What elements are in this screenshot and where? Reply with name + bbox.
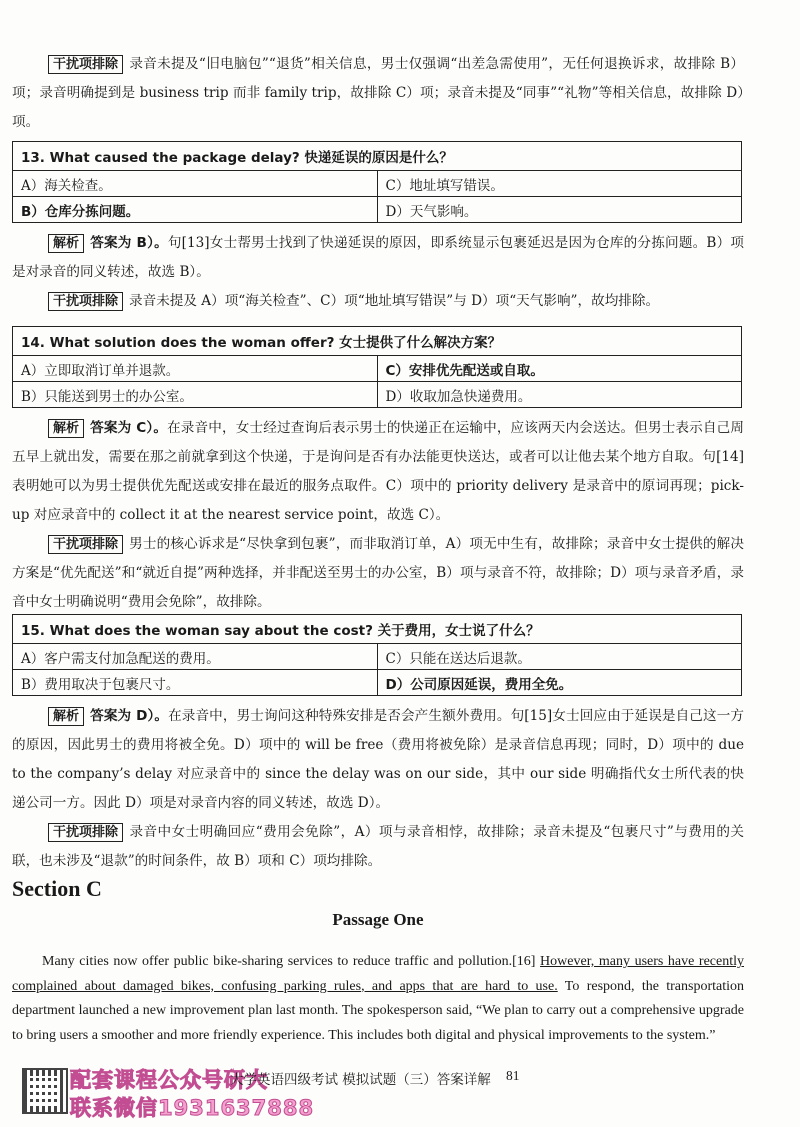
- distractor-text: 男士的核心诉求是“尽快拿到包裹”，而非取消订单，A）项无中生有，故排除；录音中女士提供的解决方案是“优先配送”和“就近自提”两种选择，并非配送至男士的办公室，B）项与录音不符，故排除；D）项与录音矛盾，录音中女士明确说明“费用会免除”，故排除。: [12, 536, 744, 610]
- question-13: [12, 137, 744, 316]
- intro-distractor-paragraph: [12, 50, 744, 137]
- analysis-text: 句[13]女士帮男士找到了快递延误的原因，即系统显示包裹延迟是因为仓库的分拣问题。B）项是对录音的同义转述，故选 B）。: [12, 235, 744, 280]
- analysis-tag: 解析: [48, 234, 84, 253]
- qr-code-icon: [22, 1068, 68, 1114]
- option-b: B）只能送到男士的办公室。: [13, 382, 378, 408]
- option-b: B）费用取决于包裹尺寸。: [13, 670, 378, 696]
- analysis-text: 在录音中，男士询问这种特殊安排是否会产生额外费用。句[15]女士回应由于延误是自己这一方的原因，因此男士的费用将被全免。D）项中的 will be free（费用将被免除）是录音信息再现；同时，D）项中的 due to the company’s delay 对应录音中的 since the delay was on our side，其中 our side 明确指代女士所代表的快递公司一方。因此 D）项是对录音内容的同义转述，故选 D）。: [12, 708, 744, 811]
- question-15-table: [12, 614, 742, 696]
- watermark-line-2: 联系微信1931637888: [70, 1096, 315, 1120]
- page-footer: [0, 1062, 800, 1122]
- distractor-13: [12, 287, 744, 316]
- passage-rest: To respond, the transportation department launched a new improvement plan last month. The spokesperson said, “We plan to carry out a comprehensive upgrade to bring users a smoother and more friendly experience. This includes both digital and physical improvements to the system.”: [12, 978, 745, 1043]
- distractor-15: [12, 818, 744, 876]
- sentence-marker: [16]: [512, 954, 536, 969]
- analysis-14: [12, 414, 744, 530]
- distractor-tag: 干扰项排除: [48, 823, 123, 842]
- answer-label: 答案为 B）。: [90, 235, 168, 251]
- section-title: Section C: [12, 876, 102, 901]
- distractor-14: [12, 530, 744, 617]
- option-b-correct: B）仓库分拣问题。: [13, 197, 378, 223]
- question-14-title: 14. What solution does the woman offer? 女士提供了什么解决方案？: [13, 327, 742, 356]
- option-d: D）收取加急快递费用。: [377, 382, 742, 408]
- question-14: [12, 322, 744, 617]
- footer-title: 大学英语四级考试 模拟试题（三）答案详解: [230, 1072, 491, 1088]
- option-a: A）客户需支付加急配送的费用。: [13, 644, 378, 670]
- passage-start: Many cities now offer public bike-sharing services to reduce traffic and pollution.: [42, 954, 513, 969]
- distractor-tag: 干扰项排除: [48, 535, 123, 554]
- underlined-sentence: However, many users have recently complained about damaged bikes, confusing parking rules, and apps that are hard to use.: [12, 954, 745, 994]
- analysis-15: [12, 702, 744, 818]
- distractor-tag: 干扰项排除: [48, 55, 123, 74]
- option-d-correct: D）公司原因延误，费用全免。: [377, 670, 742, 696]
- intro-distractor-text: 录音未提及“旧电脑包”“退货”相关信息，男士仅强调“出差急需使用”，无任何退换诉求，故排除 B）项；录音明确提到是 business trip 而非 family trip，故排除 C）项；录音未提及“同事”“礼物”等相关信息，故排除 D）项。: [12, 56, 744, 130]
- distractor-text: 录音未提及 A）项“海关检查”、C）项“地址填写错误”与 D）项“天气影响”，故均排除。: [129, 293, 660, 309]
- question-13-table: [12, 141, 742, 223]
- passage-text: [12, 950, 744, 1048]
- analysis-text: 在录音中，女士经过查询后表示男士的快递正在运输中，应该两天内会送达。但男士表示自己周五早上就出发，需要在那之前就拿到这个快递，于是询问是否有办法能更快送达，或者可以让他去某个地方自取。句[14]表明她可以为男士提供优先配送或安排在最近的服务点取件。C）项中的 priority delivery 是录音中的原词再现；pick-up 对应录音中的 collect it at the nearest service point，故选 C）。: [12, 420, 744, 523]
- intro-distractor: [12, 50, 744, 137]
- option-c: C）地址填写错误。: [377, 171, 742, 197]
- question-15-title: 15. What does the woman say about the cost? 关于费用，女士说了什么？: [13, 615, 742, 644]
- question-13-title: 13. What caused the package delay? 快递延误的原因是什么？: [13, 142, 742, 171]
- analysis-tag: 解析: [48, 707, 84, 726]
- option-a: A）立即取消订单并退款。: [13, 356, 378, 382]
- option-d: D）天气影响。: [377, 197, 742, 223]
- watermark-line-1: 配套课程公众号研大: [70, 1068, 268, 1092]
- option-a: A）海关检查。: [13, 171, 378, 197]
- distractor-text: 录音中女士明确回应“费用会免除”，A）项与录音相悖，故排除；录音未提及“包裹尺寸”与费用的关联，也未涉及“退款”的时间条件，故 B）项和 C）项均排除。: [12, 824, 744, 869]
- option-c: C）只能在送达后退款。: [377, 644, 742, 670]
- question-14-table: [12, 326, 742, 408]
- analysis-tag: 解析: [48, 419, 84, 438]
- answer-label: 答案为 C）。: [90, 420, 168, 436]
- option-c-correct: C）安排优先配送或自取。: [377, 356, 742, 382]
- question-15: [12, 610, 744, 876]
- page-number: 81: [506, 1068, 520, 1083]
- passage-title: Passage One: [332, 910, 424, 929]
- analysis-13: [12, 229, 744, 287]
- distractor-tag: 干扰项排除: [48, 292, 123, 311]
- answer-label: 答案为 D）。: [90, 708, 169, 724]
